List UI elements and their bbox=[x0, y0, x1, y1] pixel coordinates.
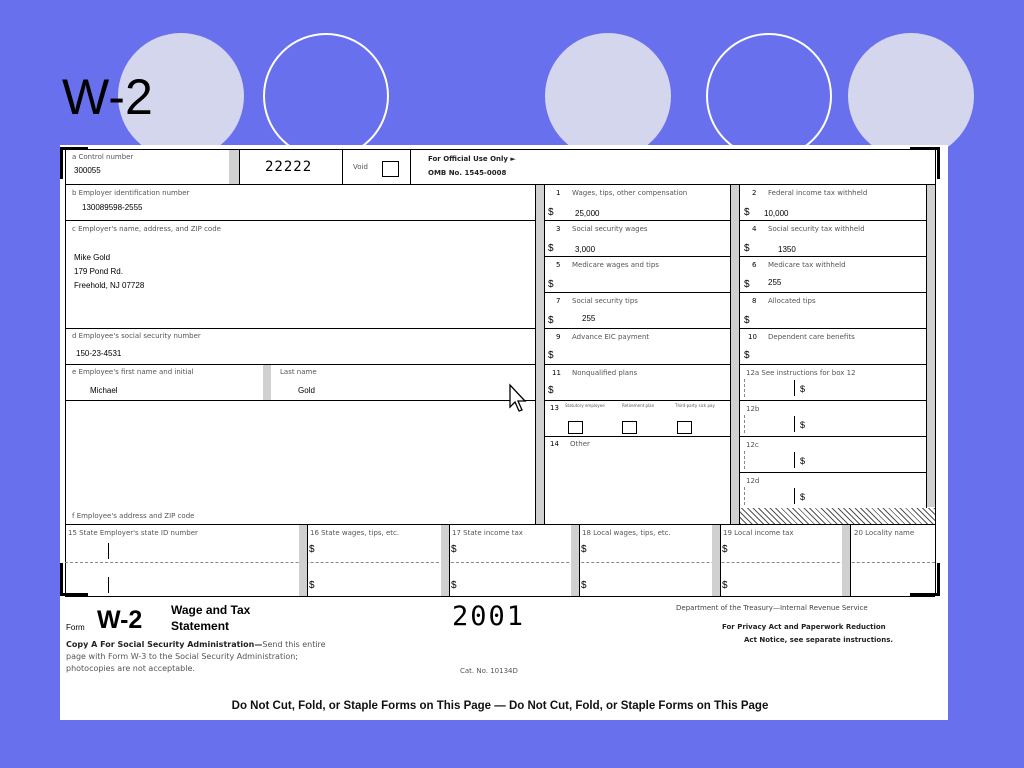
copy-a-line-1 bbox=[66, 641, 326, 650]
last-name-value: Gold bbox=[298, 386, 315, 395]
box8-num: 8 bbox=[752, 297, 757, 305]
box-d-label: d Employee's social security number bbox=[72, 332, 201, 340]
box19-label: 19 Local income tax bbox=[723, 529, 794, 537]
box13-thirdparty: Third-party sick pay bbox=[675, 403, 715, 408]
box12d-label: 12d bbox=[746, 477, 760, 485]
statutory-checkbox bbox=[568, 421, 583, 434]
privacy-line-1: For Privacy Act and Paperwork Reduction bbox=[722, 623, 886, 631]
box4-dollar: $ bbox=[744, 243, 750, 254]
employer-line-3: Freehold, NJ 07728 bbox=[74, 281, 145, 290]
box-f-label: f Employee's address and ZIP code bbox=[72, 512, 195, 520]
box11-num: 11 bbox=[552, 369, 561, 377]
box12c-label: 12c bbox=[746, 441, 759, 449]
official-use-1: For Official Use Only ► bbox=[428, 155, 516, 163]
box2-label: Federal income tax withheld bbox=[768, 189, 868, 197]
decor-circle bbox=[545, 33, 671, 159]
box10-dollar: $ bbox=[744, 350, 750, 361]
copy-a-line-2: page with Form W-3 to the Social Security Administration; bbox=[66, 652, 298, 661]
first-name-value: Michael bbox=[90, 386, 118, 395]
box6-dollar: $ bbox=[744, 279, 750, 290]
box7-dollar: $ bbox=[548, 315, 554, 326]
w2-form-image bbox=[60, 145, 948, 720]
box11-label: Nonqualified plans bbox=[572, 369, 638, 377]
box6-value: 255 bbox=[768, 278, 782, 287]
box-c-label: c Employer's name, address, and ZIP code bbox=[72, 225, 221, 233]
box16-label: 16 State wages, tips, etc. bbox=[310, 529, 400, 537]
slide-title: W-2 bbox=[62, 69, 153, 125]
privacy-line-2: Act Notice, see separate instructions. bbox=[744, 636, 894, 644]
retirement-checkbox bbox=[622, 421, 637, 434]
box8-dollar: $ bbox=[744, 315, 750, 326]
box9-num: 9 bbox=[556, 333, 561, 341]
box4-num: 4 bbox=[752, 225, 757, 233]
box3-label: Social security wages bbox=[572, 225, 648, 233]
void-label: Void bbox=[353, 163, 368, 171]
employer-line-2: 179 Pond Rd. bbox=[74, 267, 123, 276]
box9-dollar: $ bbox=[548, 350, 554, 361]
box6-num: 6 bbox=[752, 261, 757, 269]
box9-label: Advance EIC payment bbox=[572, 333, 650, 341]
decor-circle bbox=[848, 33, 974, 159]
box17-label: 17 State income tax bbox=[452, 529, 523, 537]
box17-dollar-2: $ bbox=[451, 580, 457, 591]
box2-num: 2 bbox=[752, 189, 757, 197]
box8-label: Allocated tips bbox=[768, 297, 816, 305]
box10-num: 10 bbox=[748, 333, 757, 341]
box1-label: Wages, tips, other compensation bbox=[572, 189, 688, 197]
employer-line-1: Mike Gold bbox=[74, 253, 111, 262]
tax-year: 2001 bbox=[452, 601, 526, 632]
box17-dollar-1: $ bbox=[451, 544, 457, 555]
box18-dollar-1: $ bbox=[581, 544, 587, 555]
box20-label: 20 Locality name bbox=[854, 529, 915, 537]
box18-dollar-2: $ bbox=[581, 580, 587, 591]
box12b-label: 12b bbox=[746, 405, 760, 413]
box1-value: 25,000 bbox=[575, 209, 600, 218]
box7-num: 7 bbox=[556, 297, 561, 305]
box-d-value: 150-23-4531 bbox=[76, 349, 122, 358]
copy-a-line-3: photocopies are not acceptable. bbox=[66, 664, 195, 673]
box3-value: 3,000 bbox=[575, 245, 596, 254]
statement-line-1: Wage and Tax bbox=[171, 603, 251, 617]
box5-dollar: $ bbox=[548, 279, 554, 290]
third-party-checkbox bbox=[677, 421, 692, 434]
box1-num: 1 bbox=[556, 189, 561, 197]
box7-value: 255 bbox=[582, 314, 596, 323]
box12b-dollar: $ bbox=[800, 420, 806, 430]
box5-label: Medicare wages and tips bbox=[572, 261, 659, 269]
box-b-value: 130089598-2555 bbox=[82, 203, 143, 212]
statement-line-2: Statement bbox=[171, 619, 230, 633]
box-a-value: 300055 bbox=[74, 166, 101, 175]
box16-dollar-2: $ bbox=[309, 580, 315, 591]
box13-num: 13 bbox=[550, 404, 559, 412]
last-name-label: Last name bbox=[280, 368, 317, 376]
mouse-cursor-icon bbox=[508, 383, 528, 413]
box12d-dollar: $ bbox=[800, 492, 806, 502]
box2-dollar: $ bbox=[744, 207, 750, 218]
form-name: W-2 bbox=[97, 606, 143, 634]
dept-line: Department of the Treasury—Internal Revenue Service bbox=[676, 604, 868, 612]
box14-label: Other bbox=[570, 440, 590, 448]
hatched-area bbox=[740, 508, 935, 524]
box5-num: 5 bbox=[556, 261, 561, 269]
box4-label: Social security tax withheld bbox=[768, 225, 865, 233]
copy-a-rest: Send this entire bbox=[262, 640, 326, 649]
box16-dollar-1: $ bbox=[309, 544, 315, 555]
box15-label: 15 State Employer's state ID number bbox=[68, 529, 198, 537]
footer-instruction: Do Not Cut, Fold, or Staple Forms on This Page — Do Not Cut, Fold, or Staple Forms on This Page bbox=[231, 700, 769, 712]
box3-num: 3 bbox=[556, 225, 561, 233]
official-use-2: OMB No. 1545-0008 bbox=[428, 169, 507, 177]
form-code: 22222 bbox=[265, 159, 313, 175]
box-b-label: b Employer identification number bbox=[72, 189, 190, 197]
box19-dollar-1: $ bbox=[722, 544, 728, 555]
box11-dollar: $ bbox=[548, 385, 554, 396]
box4-value: 1350 bbox=[778, 245, 796, 254]
box18-label: 18 Local wages, tips, etc. bbox=[582, 529, 671, 537]
decor-ring bbox=[263, 33, 389, 159]
box7-label: Social security tips bbox=[572, 297, 638, 305]
decor-ring bbox=[706, 33, 832, 159]
box19-dollar-2: $ bbox=[722, 580, 728, 591]
box2-value: 10,000 bbox=[764, 209, 789, 218]
box14-num: 14 bbox=[550, 440, 559, 448]
box12c-dollar: $ bbox=[800, 456, 806, 466]
void-checkbox bbox=[382, 161, 399, 177]
box10-label: Dependent care benefits bbox=[768, 333, 855, 341]
box3-dollar: $ bbox=[548, 243, 554, 254]
box-e-label: e Employee's first name and initial bbox=[72, 368, 194, 376]
box6-label: Medicare tax withheld bbox=[768, 261, 846, 269]
cat-number: Cat. No. 10134D bbox=[460, 667, 518, 675]
box1-dollar: $ bbox=[548, 207, 554, 218]
box13-retirement: Retirement plan bbox=[622, 403, 655, 408]
box13-statutory: Statutory employee bbox=[565, 403, 605, 408]
box12a-dollar: $ bbox=[800, 384, 806, 394]
box-a-label: a Control number bbox=[72, 153, 134, 161]
copy-a-bold: Copy A For Social Security Administration— bbox=[66, 640, 263, 649]
form-word: Form bbox=[66, 623, 85, 632]
box12a-label: 12a See instructions for box 12 bbox=[746, 369, 856, 377]
